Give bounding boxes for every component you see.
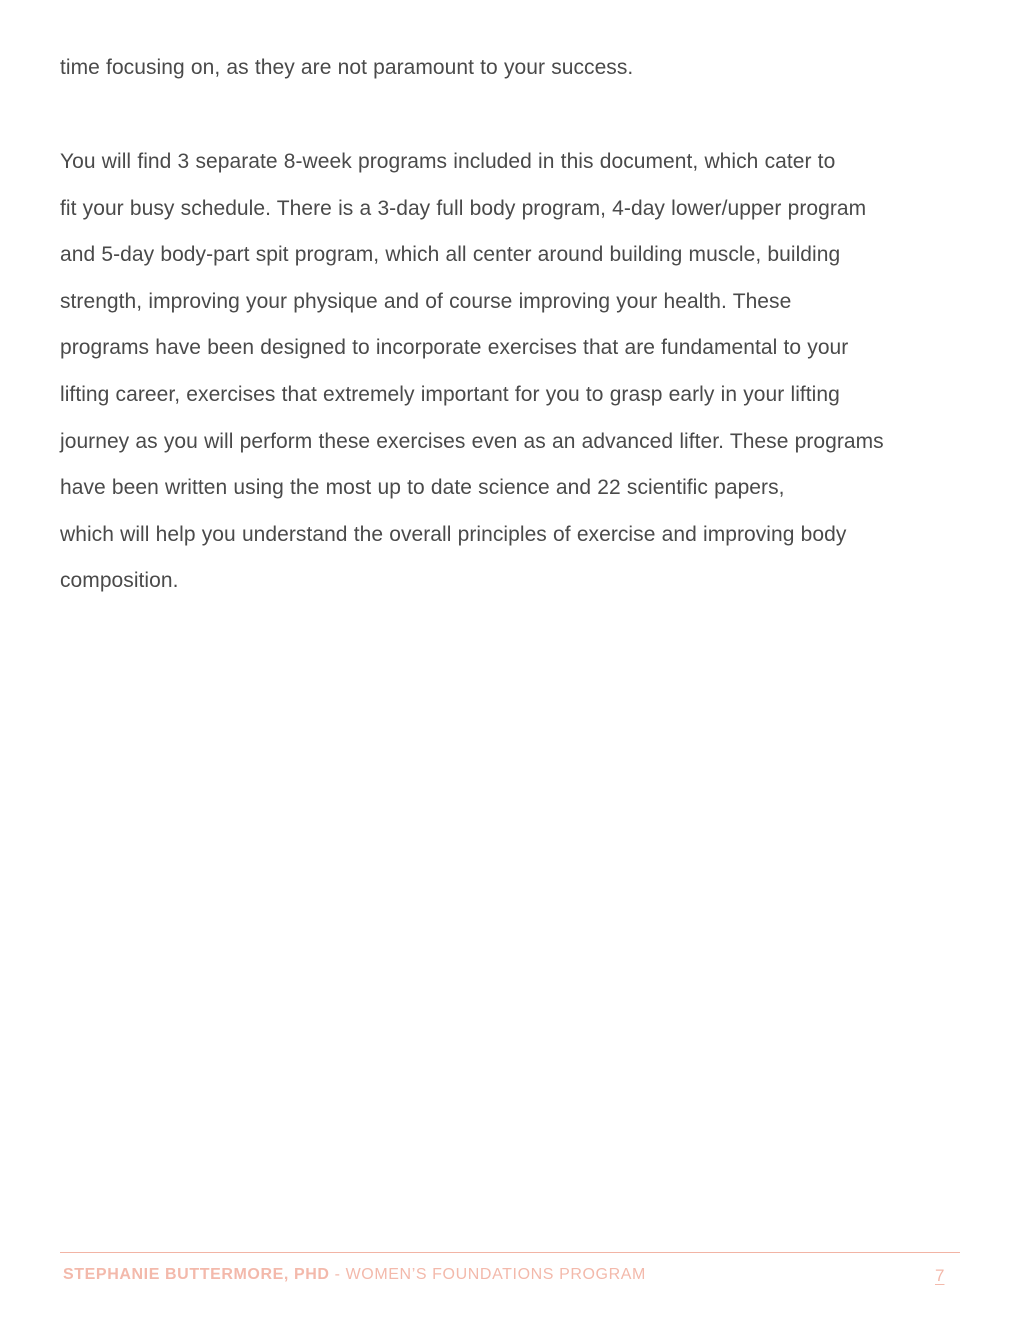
paragraph-line: programs have been designed to incorporate exercises that are fundamental to your bbox=[60, 336, 849, 360]
paragraph-line: time focusing on, as they are not paramount to your success. bbox=[60, 56, 634, 79]
page-number[interactable]: 7 bbox=[935, 1266, 945, 1285]
paragraph-line: You will find 3 separate 8-week programs included in this document, which cater to bbox=[60, 150, 836, 173]
footer-separator: - bbox=[329, 1266, 346, 1283]
paragraph-line: journey as you will perform these exercises even as an advanced lifter. These programs bbox=[60, 429, 884, 453]
paragraph-line: lifting career, exercises that extremely important for you to grasp early in your lifting bbox=[60, 382, 840, 406]
footer-author: STEPHANIE BUTTERMORE, PHD bbox=[63, 1266, 330, 1283]
paragraph-continuation bbox=[60, 45, 965, 92]
paragraph-line: strength, improving your physique and of course improving your health. These bbox=[60, 289, 792, 313]
paragraph-line: and 5-day body-part spit program, which all center around building muscle, building bbox=[60, 243, 841, 267]
paragraph-line: which will help you understand the overall principles of exercise and improving body bbox=[60, 522, 847, 546]
paragraph-line: have been written using the most up to date science and 22 scientific papers, bbox=[60, 476, 785, 500]
paragraph-line: fit your busy schedule. There is a 3-day full body program, 4-day lower/upper program bbox=[60, 196, 867, 220]
paragraph-line: composition. bbox=[60, 569, 179, 593]
footer-credit bbox=[63, 1266, 646, 1284]
paragraph-programs-overview bbox=[60, 139, 965, 605]
footer-program-title: WOMEN’S FOUNDATIONS PROGRAM bbox=[345, 1266, 646, 1283]
footer-divider bbox=[60, 1252, 960, 1253]
